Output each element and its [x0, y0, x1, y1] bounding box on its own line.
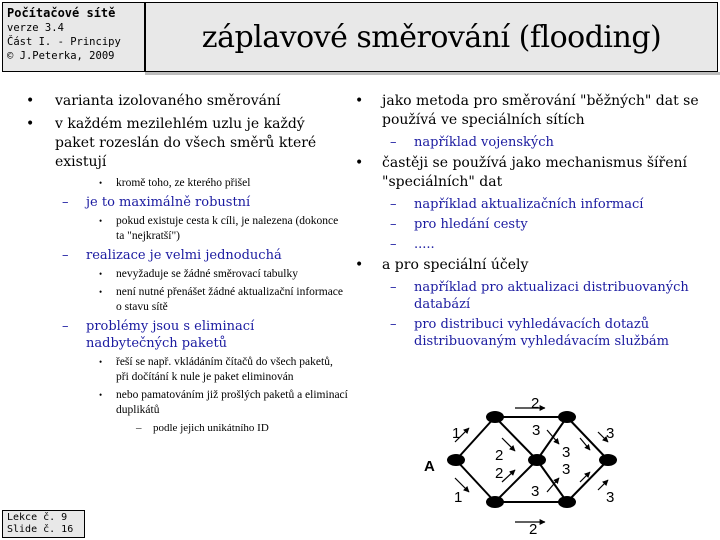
bullet-item: • není nutné přenášet žádné aktualizační informace o stavu sítě	[99, 286, 344, 313]
bullet-item: • pokud existuje cesta k cíli, je nalezena (dokonce ta "nejkratší")	[99, 215, 339, 242]
dash-item: – například aktualizačních informací	[390, 197, 644, 212]
slide-title-box	[145, 2, 718, 72]
dash-text: například vojenských	[414, 135, 554, 150]
bullet-text: nevyžaduje se žádné směrovací tabulky	[116, 268, 299, 280]
dash-text: je to maximálně robustní	[86, 195, 251, 210]
edge-count-label: 2	[529, 521, 538, 538]
bullet-text: jako metoda pro směrování "běžných" dat se používá ve speciálních sítích	[382, 93, 699, 128]
dash-text: například aktualizačních informací	[414, 197, 644, 212]
dash-item: – podle jejich unikátního ID	[136, 422, 269, 434]
dash-item: – pro distribuci vyhledávacích dotazů distribuovaným vyhledávacím službám	[390, 317, 669, 349]
dash-item: – například pro aktualizaci distribuovaných databází	[390, 280, 689, 312]
node	[599, 454, 617, 466]
slide-title: záplavové směrování (flooding)	[201, 19, 662, 55]
dash-text: .....	[414, 237, 435, 252]
dash-item: – pro hledání cesty	[390, 217, 528, 232]
title-shadow	[145, 72, 720, 75]
node	[558, 496, 576, 508]
edge-count-label: 3	[606, 425, 615, 442]
node	[486, 411, 504, 423]
dash-text: pro hledání cesty	[414, 217, 528, 232]
dash-item: – .....	[390, 237, 435, 252]
course-info-box	[2, 2, 145, 72]
source-node-label: A	[424, 458, 435, 475]
course-part: Část I. - Principy	[7, 36, 121, 48]
right-column	[350, 92, 710, 353]
edge-count-label: 2	[531, 395, 540, 412]
edge-count-label: 3	[532, 422, 541, 439]
bullet-text: varianta izolovaného směrování	[55, 93, 281, 109]
flooding-network-diagram	[420, 392, 660, 540]
node	[558, 411, 576, 423]
bullet-text: častěji se používá jako mechanismus šíření "speciálních" dat	[382, 155, 687, 190]
course-author: © J.Peterka, 2009	[7, 50, 115, 62]
bullet-text: pokud existuje cesta k cíli, je nalezena (dokonce ta "nejkratší")	[116, 215, 339, 242]
bullet-text: nebo pamatováním již prošlých paketů a eliminací duplikátů	[116, 389, 348, 416]
dash-text: realizace je velmi jednoduchá	[86, 248, 282, 263]
bullet-item: • řeší se např. vkládáním čítačů do všech paketů, při dočítání k nule je paket eliminován	[99, 356, 333, 383]
dash-item: – problémy jsou s eliminací nadbytečných paketů	[62, 319, 255, 351]
dash-item: – například vojenských	[390, 135, 554, 150]
bullet-item: • a pro speciální účely	[355, 257, 529, 273]
dash-text: pro distribuci vyhledávacích dotazů distribuovaným vyhledávacím službám	[414, 317, 669, 349]
dash-item: – realizace je velmi jednoduchá	[62, 248, 282, 263]
bullet-text: není nutné přenášet žádné aktualizační informace o stavu sítě	[116, 286, 344, 313]
edge-count-label: 2	[495, 447, 504, 464]
bullet-text: kromě toho, ze kterého přišel	[116, 177, 251, 189]
edge-count-label: 3	[531, 483, 540, 500]
bullet-item: • nebo pamatováním již prošlých paketů a eliminací duplikátů	[99, 389, 348, 416]
edge-count-label: 2	[495, 465, 504, 482]
bullet-text: a pro speciální účely	[382, 257, 529, 273]
edge-count-label: 1	[454, 489, 463, 506]
edge-count-label: 3	[562, 461, 571, 478]
edge-count-label: 3	[562, 444, 571, 461]
dash-text: problémy jsou s eliminací nadbytečných paketů	[86, 319, 255, 351]
bullet-item: • nevyžaduje se žádné směrovací tabulky	[99, 268, 299, 280]
dash-text: podle jejich unikátního ID	[153, 422, 269, 434]
node	[528, 454, 546, 466]
dash-text: například pro aktualizaci distribuovaných databází	[414, 280, 689, 312]
bullet-item: • jako metoda pro směrování "běžných" dat se používá ve speciálních sítích	[355, 93, 699, 128]
bullet-item: • varianta izolovaného směrování	[26, 93, 281, 109]
slide-number: Slide č. 16	[7, 524, 74, 535]
bullet-text: v každém mezilehlém uzlu je každý paket rozeslán do všech směrů které existují	[55, 116, 317, 170]
course-name: Počítačové sítě	[7, 6, 116, 20]
course-version: verze 3.4	[7, 22, 64, 34]
edge-count-label: 1	[452, 425, 461, 442]
dash-item: – je to maximálně robustní	[62, 195, 251, 210]
edge-count-label: 3	[606, 489, 615, 506]
bullet-text: řeší se např. vkládáním čítačů do všech paketů, při dočítání k nule je paket eliminován	[116, 356, 333, 383]
bullet-item: • častěji se používá jako mechanismus šíření "speciálních" dat	[355, 155, 687, 190]
bullet-item: • v každém mezilehlém uzlu je každý paket rozeslán do všech směrů které existují	[26, 116, 317, 170]
bullet-item: • kromě toho, ze kterého přišel	[99, 177, 251, 189]
lesson-number: Lekce č. 9	[7, 512, 68, 523]
left-column	[18, 92, 348, 437]
slide-footer-box	[2, 510, 85, 538]
node-a	[447, 454, 465, 466]
node	[486, 496, 504, 508]
network-graph	[420, 392, 660, 540]
